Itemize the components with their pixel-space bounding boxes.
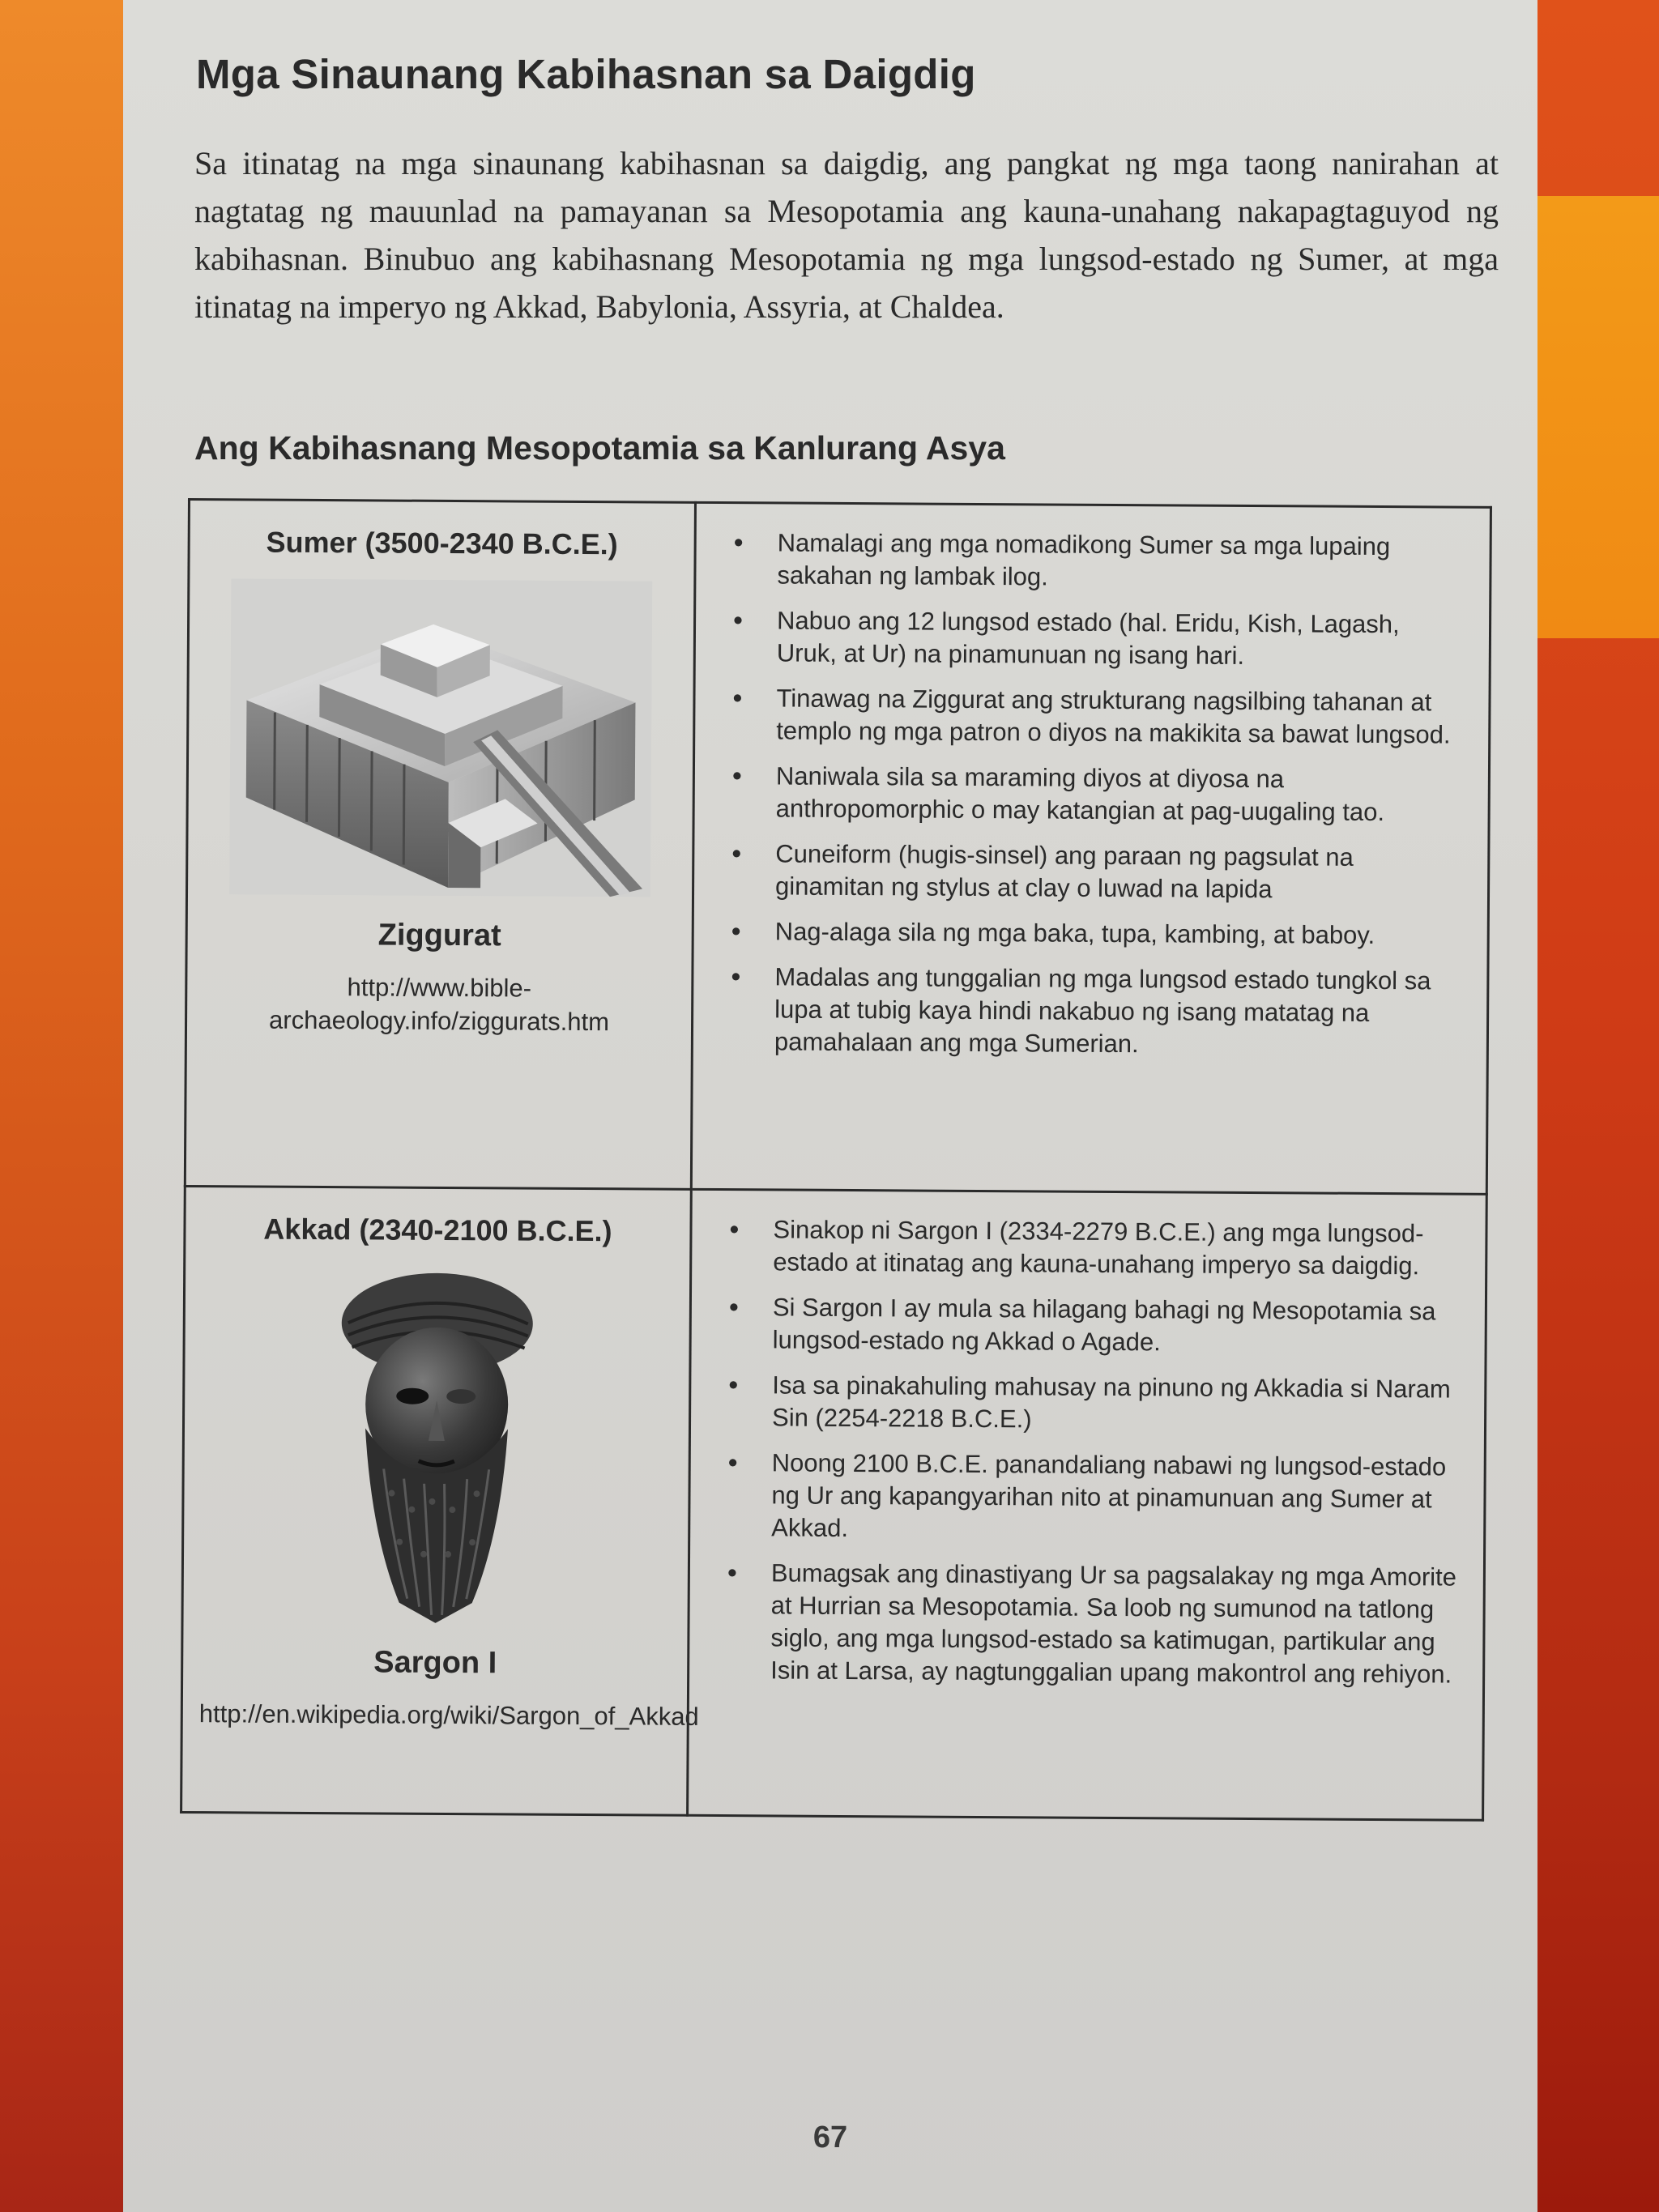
civilization-name: Sumer (3500-2340 B.C.E.): [266, 525, 618, 561]
image-caption: Sargon I: [373, 1645, 497, 1681]
bullet-icon: •: [732, 683, 743, 714]
bullet-icon: •: [727, 1558, 737, 1589]
page-number: 67: [812, 2120, 848, 2154]
list-item: • Nabuo ang 12 lungsod estado (hal. Eridu, Kish, Lagash, Uruk, at Ur) na pinamunuan ng isang hari.: [732, 605, 1400, 670]
list-item: • Madalas ang tunggalian ng mga lungsod estado tungkol sa lupa at tubig kaya hindi nakabuo ng isang matatag na pamahalaan ang mga Sumerian.: [731, 961, 1431, 1059]
bullet-icon: •: [731, 961, 741, 993]
bullet-icon: •: [731, 916, 741, 948]
list-item: • Cuneiform (hugis-sinsel) ang paraan ng pagsulat na ginamitan ng stylus at clay o luwad na lapida: [731, 838, 1354, 904]
image-caption: Ziggurat: [377, 918, 501, 953]
list-item: • Noong 2100 B.C.E. panandaliang nabawi ng lungsod-estado ng Ur ang kapangyarihan nito at pinamunuan ang Sumer at Akkad.: [727, 1447, 1447, 1543]
bullet-list: [718, 526, 1465, 1063]
ziggurat-image: [229, 578, 652, 897]
civilization-details-cell: [688, 1189, 1487, 1820]
list-item: • Tinawag na Ziggurat ang strukturang nagsilbing tahanan at templo ng mga patron o diyos na makikita sa bawat lungsod.: [732, 683, 1451, 749]
list-item: • Isa sa pinakahuling mahusay na pinuno ng Akkadia si Naram Sin (2254-2218 B.C.E.): [728, 1370, 1451, 1434]
civilization-info-cell: [181, 1186, 699, 1815]
bullet-icon: •: [727, 1447, 738, 1479]
image-source: http://en.wikipedia.org/wiki/Sargon_of_Akkad: [198, 1699, 699, 1731]
bullet-icon: •: [728, 1292, 739, 1323]
bullet-icon: •: [732, 605, 744, 637]
sargon-head-image: [314, 1266, 560, 1624]
list-item: • Naniwala sila sa maraming diyos at diyosa na anthropomorphic o may katangian at pag-uugaling tao.: [731, 761, 1385, 827]
civilization-table: [180, 498, 1492, 1822]
left-decorative-strip: [0, 0, 123, 2212]
bullet-icon: •: [733, 527, 744, 559]
list-item: • Sinakop ni Sargon I (2334-2279 B.C.E.) ang mga lungsod-estado at itinatag ang kauna-unahang imperyo sa daigdig.: [729, 1214, 1424, 1281]
civilization-details-cell: [691, 502, 1491, 1194]
image-source: http://www.bible-archaeology.info/ziggurats.htm: [269, 973, 610, 1037]
list-item: • Bumagsak ang dinastiyang Ur sa pagsalakay ng mga Amorite at Hurrian sa Mesopotamia. Sa loob ng sumunod na tatlong siglo, ang mga lungsod-estado sa katimugan, partikular ang Isin at Larsa, ay nagtunggalian upang makontrol ang rehiyon.: [727, 1558, 1457, 1689]
bullet-list: [714, 1213, 1461, 1691]
list-item: • Namalagi ang mga nomadikong Sumer sa mga lupaing sakahan ng lambak ilog.: [733, 527, 1391, 591]
table-row: [185, 500, 1491, 1195]
bullet-icon: •: [731, 838, 742, 870]
section-subtitle: Ang Kabihasnang Mesopotamia sa Kanlurang Asya: [194, 429, 1005, 467]
list-item: • Si Sargon I ay mula sa hilagang bahagi ng Mesopotamia sa lungsod-estado ng Akkad o Agade.: [728, 1292, 1436, 1357]
bullet-icon: •: [731, 761, 742, 792]
civilization-info-cell: [185, 500, 695, 1190]
bullet-icon: •: [728, 1370, 739, 1401]
table-row: [181, 1186, 1487, 1820]
civilization-name: Akkad (2340-2100 B.C.E.): [263, 1212, 612, 1248]
page-title: Mga Sinaunang Kabihasnan sa Daigdig: [196, 51, 976, 97]
book-page: [123, 0, 1537, 2212]
bullet-icon: •: [729, 1214, 740, 1246]
intro-paragraph: Sa itinatag na mga sinaunang kabihasnan sa daigdig, ang pangkat ng mga taong nanirahan at nagtatag ng mauunlad na pamayanan sa Mesopotamia ang kauna-unahang nakapagtaguyod ng kabihasnan. Binubuo ang kabihasnang Mesopotamia ng mga lungsod-estado ng Sumer, at mga itinatag na imperyo ng Akkad, Babylonia, Assyria, at Chaldea.: [194, 145, 1499, 325]
right-accent-block: [1537, 196, 1659, 638]
list-item: • Nag-alaga sila ng mga baka, tupa, kambing, at baboy.: [731, 916, 1375, 949]
